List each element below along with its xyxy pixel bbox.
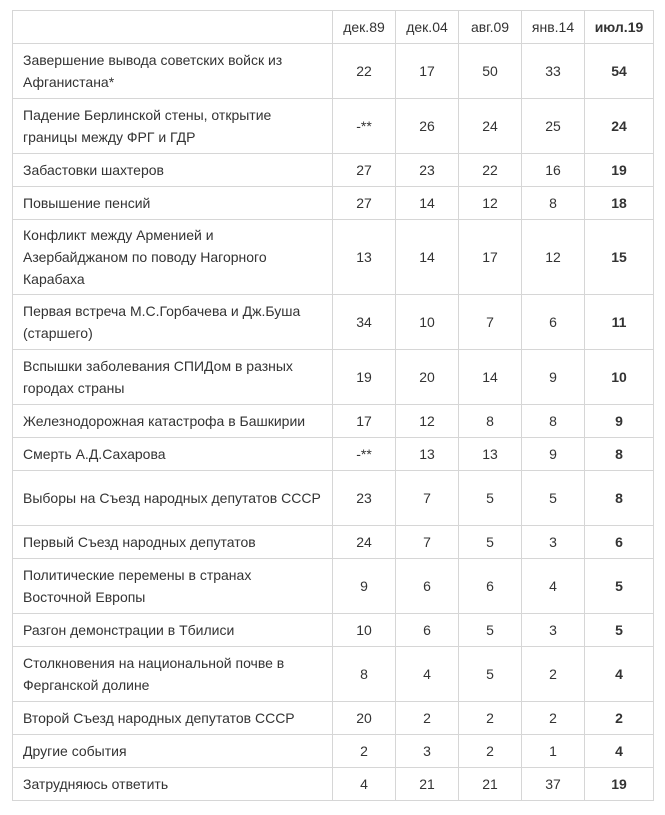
value-cell: 11 [585,295,654,350]
table-row [13,44,654,99]
header-dec-89: дек.89 [333,11,396,44]
event-name-cell: Смерть А.Д.Сахарова [13,438,333,471]
value-cell: 2 [459,702,522,735]
event-name-cell: Повышение пенсий [13,187,333,220]
value-cell: 5 [459,614,522,647]
value-cell: 10 [396,295,459,350]
value-cell: 8 [459,405,522,438]
value-cell: 6 [459,559,522,614]
value-cell: 5 [522,471,585,526]
value-cell: 6 [522,295,585,350]
value-cell: 14 [396,187,459,220]
value-cell: 3 [522,526,585,559]
value-cell: 2 [522,702,585,735]
value-cell: 19 [585,768,654,801]
event-name-cell: Столкновения на национальной почве в Ферганской долине [13,647,333,702]
value-cell: 25 [522,99,585,154]
table-row [13,99,654,154]
event-name-cell: Железнодорожная катастрофа в Башкирии [13,405,333,438]
value-cell: 13 [333,220,396,295]
value-cell: 7 [396,526,459,559]
value-cell: 14 [396,220,459,295]
value-cell: 34 [333,295,396,350]
value-cell: 12 [396,405,459,438]
value-cell: 10 [333,614,396,647]
event-name-cell: Затрудняюсь ответить [13,768,333,801]
value-cell: 1 [522,735,585,768]
value-cell: 2 [585,702,654,735]
value-cell: 8 [585,471,654,526]
header-event [13,11,333,44]
value-cell: 18 [585,187,654,220]
value-cell: 24 [333,526,396,559]
value-cell: 33 [522,44,585,99]
table-row [13,350,654,405]
table-row [13,526,654,559]
value-cell: 27 [333,187,396,220]
value-cell: 12 [522,220,585,295]
header-jan-14: янв.14 [522,11,585,44]
value-cell: 17 [333,405,396,438]
value-cell: 20 [333,702,396,735]
value-cell: 24 [459,99,522,154]
value-cell: 12 [459,187,522,220]
value-cell: 5 [459,526,522,559]
value-cell: 14 [459,350,522,405]
value-cell: 8 [522,187,585,220]
event-name-cell: Разгон демонстрации в Тбилиси [13,614,333,647]
value-cell: -** [333,438,396,471]
value-cell: 9 [522,350,585,405]
value-cell: 22 [333,44,396,99]
value-cell: 6 [396,559,459,614]
table-row [13,154,654,187]
poll-results-table [12,10,654,801]
event-name-cell: Выборы на Съезд народных депутатов СССР [13,471,333,526]
header-aug-09: авг.09 [459,11,522,44]
value-cell: 23 [333,471,396,526]
value-cell: 8 [585,438,654,471]
value-cell: 7 [459,295,522,350]
event-name-cell: Первый Съезд народных депутатов [13,526,333,559]
value-cell: 21 [459,768,522,801]
table-row [13,471,654,526]
value-cell: 4 [585,735,654,768]
value-cell: 19 [585,154,654,187]
table-row [13,187,654,220]
event-name-cell: Забастовки шахтеров [13,154,333,187]
value-cell: 9 [333,559,396,614]
event-name-cell: Политические перемены в странах Восточной Европы [13,559,333,614]
value-cell: 5 [459,471,522,526]
value-cell: 5 [585,614,654,647]
value-cell: 2 [396,702,459,735]
value-cell: 2 [522,647,585,702]
value-cell: 10 [585,350,654,405]
table-row [13,702,654,735]
value-cell: 8 [333,647,396,702]
value-cell: 19 [333,350,396,405]
value-cell: 9 [522,438,585,471]
event-name-cell: Падение Берлинской стены, открытие границы между ФРГ и ГДР [13,99,333,154]
value-cell: 17 [459,220,522,295]
value-cell: 7 [396,471,459,526]
value-cell: 13 [396,438,459,471]
value-cell: 5 [585,559,654,614]
table-row [13,295,654,350]
value-cell: 4 [396,647,459,702]
value-cell: 3 [522,614,585,647]
table-row [13,405,654,438]
value-cell: -** [333,99,396,154]
value-cell: 2 [459,735,522,768]
event-name-cell: Первая встреча М.С.Горбачева и Дж.Буша (старшего) [13,295,333,350]
value-cell: 3 [396,735,459,768]
value-cell: 50 [459,44,522,99]
value-cell: 15 [585,220,654,295]
table-row [13,768,654,801]
value-cell: 5 [459,647,522,702]
value-cell: 23 [396,154,459,187]
event-name-cell: Завершение вывода советских войск из Афганистана* [13,44,333,99]
value-cell: 21 [396,768,459,801]
value-cell: 13 [459,438,522,471]
value-cell: 26 [396,99,459,154]
value-cell: 54 [585,44,654,99]
value-cell: 16 [522,154,585,187]
value-cell: 4 [585,647,654,702]
value-cell: 9 [585,405,654,438]
table-row [13,647,654,702]
table-row [13,220,654,295]
value-cell: 2 [333,735,396,768]
value-cell: 4 [333,768,396,801]
header-row [13,11,654,44]
event-name-cell: Другие события [13,735,333,768]
value-cell: 24 [585,99,654,154]
value-cell: 27 [333,154,396,187]
table-row [13,559,654,614]
table-row [13,438,654,471]
event-name-cell: Вспышки заболевания СПИДом в разных городах страны [13,350,333,405]
value-cell: 17 [396,44,459,99]
header-jul-19: июл.19 [585,11,654,44]
value-cell: 4 [522,559,585,614]
value-cell: 22 [459,154,522,187]
value-cell: 20 [396,350,459,405]
value-cell: 37 [522,768,585,801]
value-cell: 6 [585,526,654,559]
event-name-cell: Второй Съезд народных депутатов СССР [13,702,333,735]
value-cell: 6 [396,614,459,647]
table-row [13,614,654,647]
table-row [13,735,654,768]
event-name-cell: Конфликт между Арменией и Азербайджаном по поводу Нагорного Карабаха [13,220,333,295]
value-cell: 8 [522,405,585,438]
header-dec-04: дек.04 [396,11,459,44]
